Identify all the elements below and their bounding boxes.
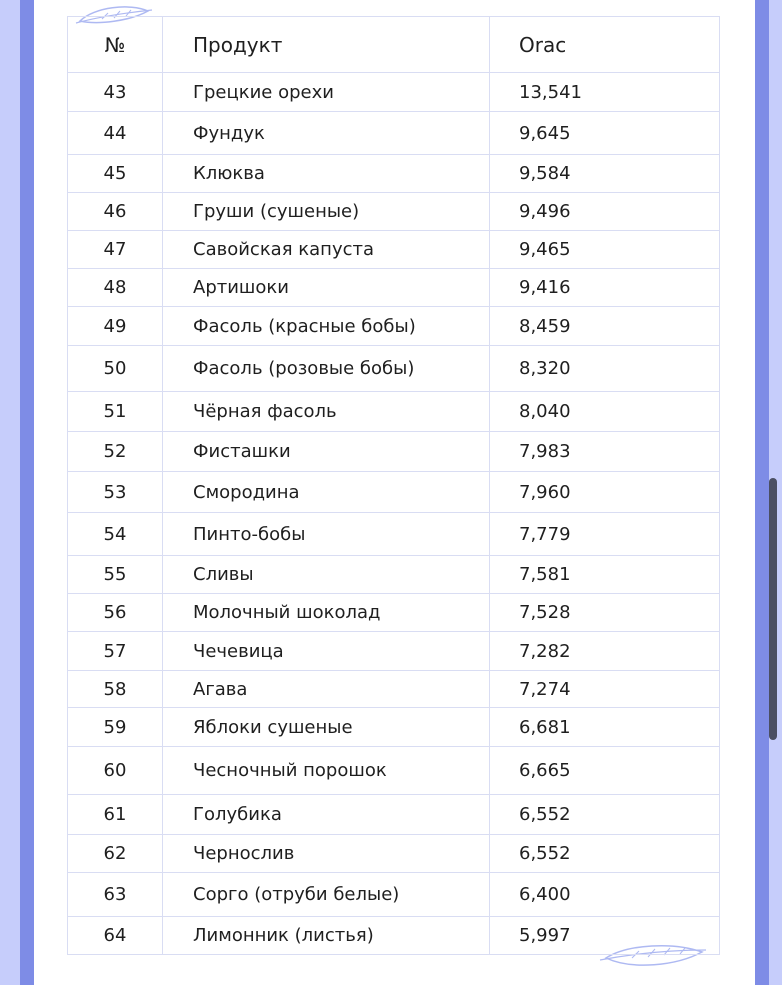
- table-row: [68, 708, 720, 747]
- row-product: Смородина: [163, 472, 490, 513]
- row-orac-value: 8,459: [490, 307, 720, 346]
- table-row: [68, 193, 720, 231]
- orac-table: [67, 16, 720, 955]
- row-number: 62: [68, 835, 163, 873]
- left-accent-bar: [20, 0, 34, 985]
- row-orac-value: 13,541: [490, 73, 720, 112]
- row-number: 60: [68, 747, 163, 795]
- row-orac-value: 7,528: [490, 594, 720, 632]
- scrollbar-thumb[interactable]: [769, 478, 777, 740]
- table-row: [68, 556, 720, 594]
- row-number: 61: [68, 795, 163, 835]
- row-number: 64: [68, 917, 163, 955]
- row-product: Лимонник (листья): [163, 917, 490, 955]
- row-product: Груши (сушеные): [163, 193, 490, 231]
- row-orac-value: 7,779: [490, 513, 720, 556]
- row-orac-value: 9,645: [490, 112, 720, 155]
- row-number: 57: [68, 632, 163, 671]
- row-number: 52: [68, 432, 163, 472]
- row-product: Грецкие орехи: [163, 73, 490, 112]
- row-product: Молочный шоколад: [163, 594, 490, 632]
- row-orac-value: 6,552: [490, 835, 720, 873]
- table-row: [68, 795, 720, 835]
- row-number: 59: [68, 708, 163, 747]
- row-number: 43: [68, 73, 163, 112]
- row-product: Чечевица: [163, 632, 490, 671]
- row-orac-value: 7,282: [490, 632, 720, 671]
- row-product: Пинто-бобы: [163, 513, 490, 556]
- row-product: Фундук: [163, 112, 490, 155]
- row-number: 44: [68, 112, 163, 155]
- header-orac: Orac: [490, 17, 720, 73]
- right-accent-bar: [755, 0, 769, 985]
- row-number: 54: [68, 513, 163, 556]
- row-product: Яблоки сушеные: [163, 708, 490, 747]
- row-product: Артишоки: [163, 269, 490, 307]
- table-row: [68, 472, 720, 513]
- row-number: 48: [68, 269, 163, 307]
- row-orac-value: 8,320: [490, 346, 720, 392]
- row-number: 53: [68, 472, 163, 513]
- row-orac-value: 6,665: [490, 747, 720, 795]
- table-row: [68, 671, 720, 708]
- table-row: [68, 747, 720, 795]
- row-number: 49: [68, 307, 163, 346]
- row-orac-value: 6,400: [490, 873, 720, 917]
- row-orac-value: 9,496: [490, 193, 720, 231]
- row-orac-value: 9,584: [490, 155, 720, 193]
- row-product: Клюква: [163, 155, 490, 193]
- row-orac-value: 6,681: [490, 708, 720, 747]
- table-row: [68, 155, 720, 193]
- row-number: 45: [68, 155, 163, 193]
- row-product: Чесночный порошок: [163, 747, 490, 795]
- table-row: [68, 835, 720, 873]
- table-row: [68, 269, 720, 307]
- table-row: [68, 513, 720, 556]
- table-row: [68, 392, 720, 432]
- table-row: [68, 307, 720, 346]
- table-row: [68, 231, 720, 269]
- row-orac-value: 8,040: [490, 392, 720, 432]
- row-number: 50: [68, 346, 163, 392]
- row-product: Фисташки: [163, 432, 490, 472]
- row-number: 58: [68, 671, 163, 708]
- table-row: [68, 73, 720, 112]
- row-product: Голубика: [163, 795, 490, 835]
- row-number: 51: [68, 392, 163, 432]
- row-orac-value: 7,960: [490, 472, 720, 513]
- row-number: 56: [68, 594, 163, 632]
- table-row: [68, 917, 720, 955]
- row-product: Сливы: [163, 556, 490, 594]
- row-product: Фасоль (розовые бобы): [163, 346, 490, 392]
- row-orac-value: 9,416: [490, 269, 720, 307]
- table-row: [68, 594, 720, 632]
- row-orac-value: 7,581: [490, 556, 720, 594]
- table-row: [68, 112, 720, 155]
- row-product: Сорго (отруби белые): [163, 873, 490, 917]
- row-number: 46: [68, 193, 163, 231]
- row-orac-value: 5,997: [490, 917, 720, 955]
- header-number: №: [68, 17, 163, 73]
- table-header-row: [68, 17, 720, 73]
- table-row: [68, 632, 720, 671]
- header-product: Продукт: [163, 17, 490, 73]
- row-product: Фасоль (красные бобы): [163, 307, 490, 346]
- table-row: [68, 346, 720, 392]
- left-background-stripe: [0, 0, 20, 985]
- row-number: 63: [68, 873, 163, 917]
- row-product: Чернослив: [163, 835, 490, 873]
- row-product: Чёрная фасоль: [163, 392, 490, 432]
- table-row: [68, 432, 720, 472]
- row-product: Агава: [163, 671, 490, 708]
- row-number: 47: [68, 231, 163, 269]
- table-row: [68, 873, 720, 917]
- row-number: 55: [68, 556, 163, 594]
- row-orac-value: 7,274: [490, 671, 720, 708]
- row-product: Савойская капуста: [163, 231, 490, 269]
- row-orac-value: 6,552: [490, 795, 720, 835]
- row-orac-value: 7,983: [490, 432, 720, 472]
- row-orac-value: 9,465: [490, 231, 720, 269]
